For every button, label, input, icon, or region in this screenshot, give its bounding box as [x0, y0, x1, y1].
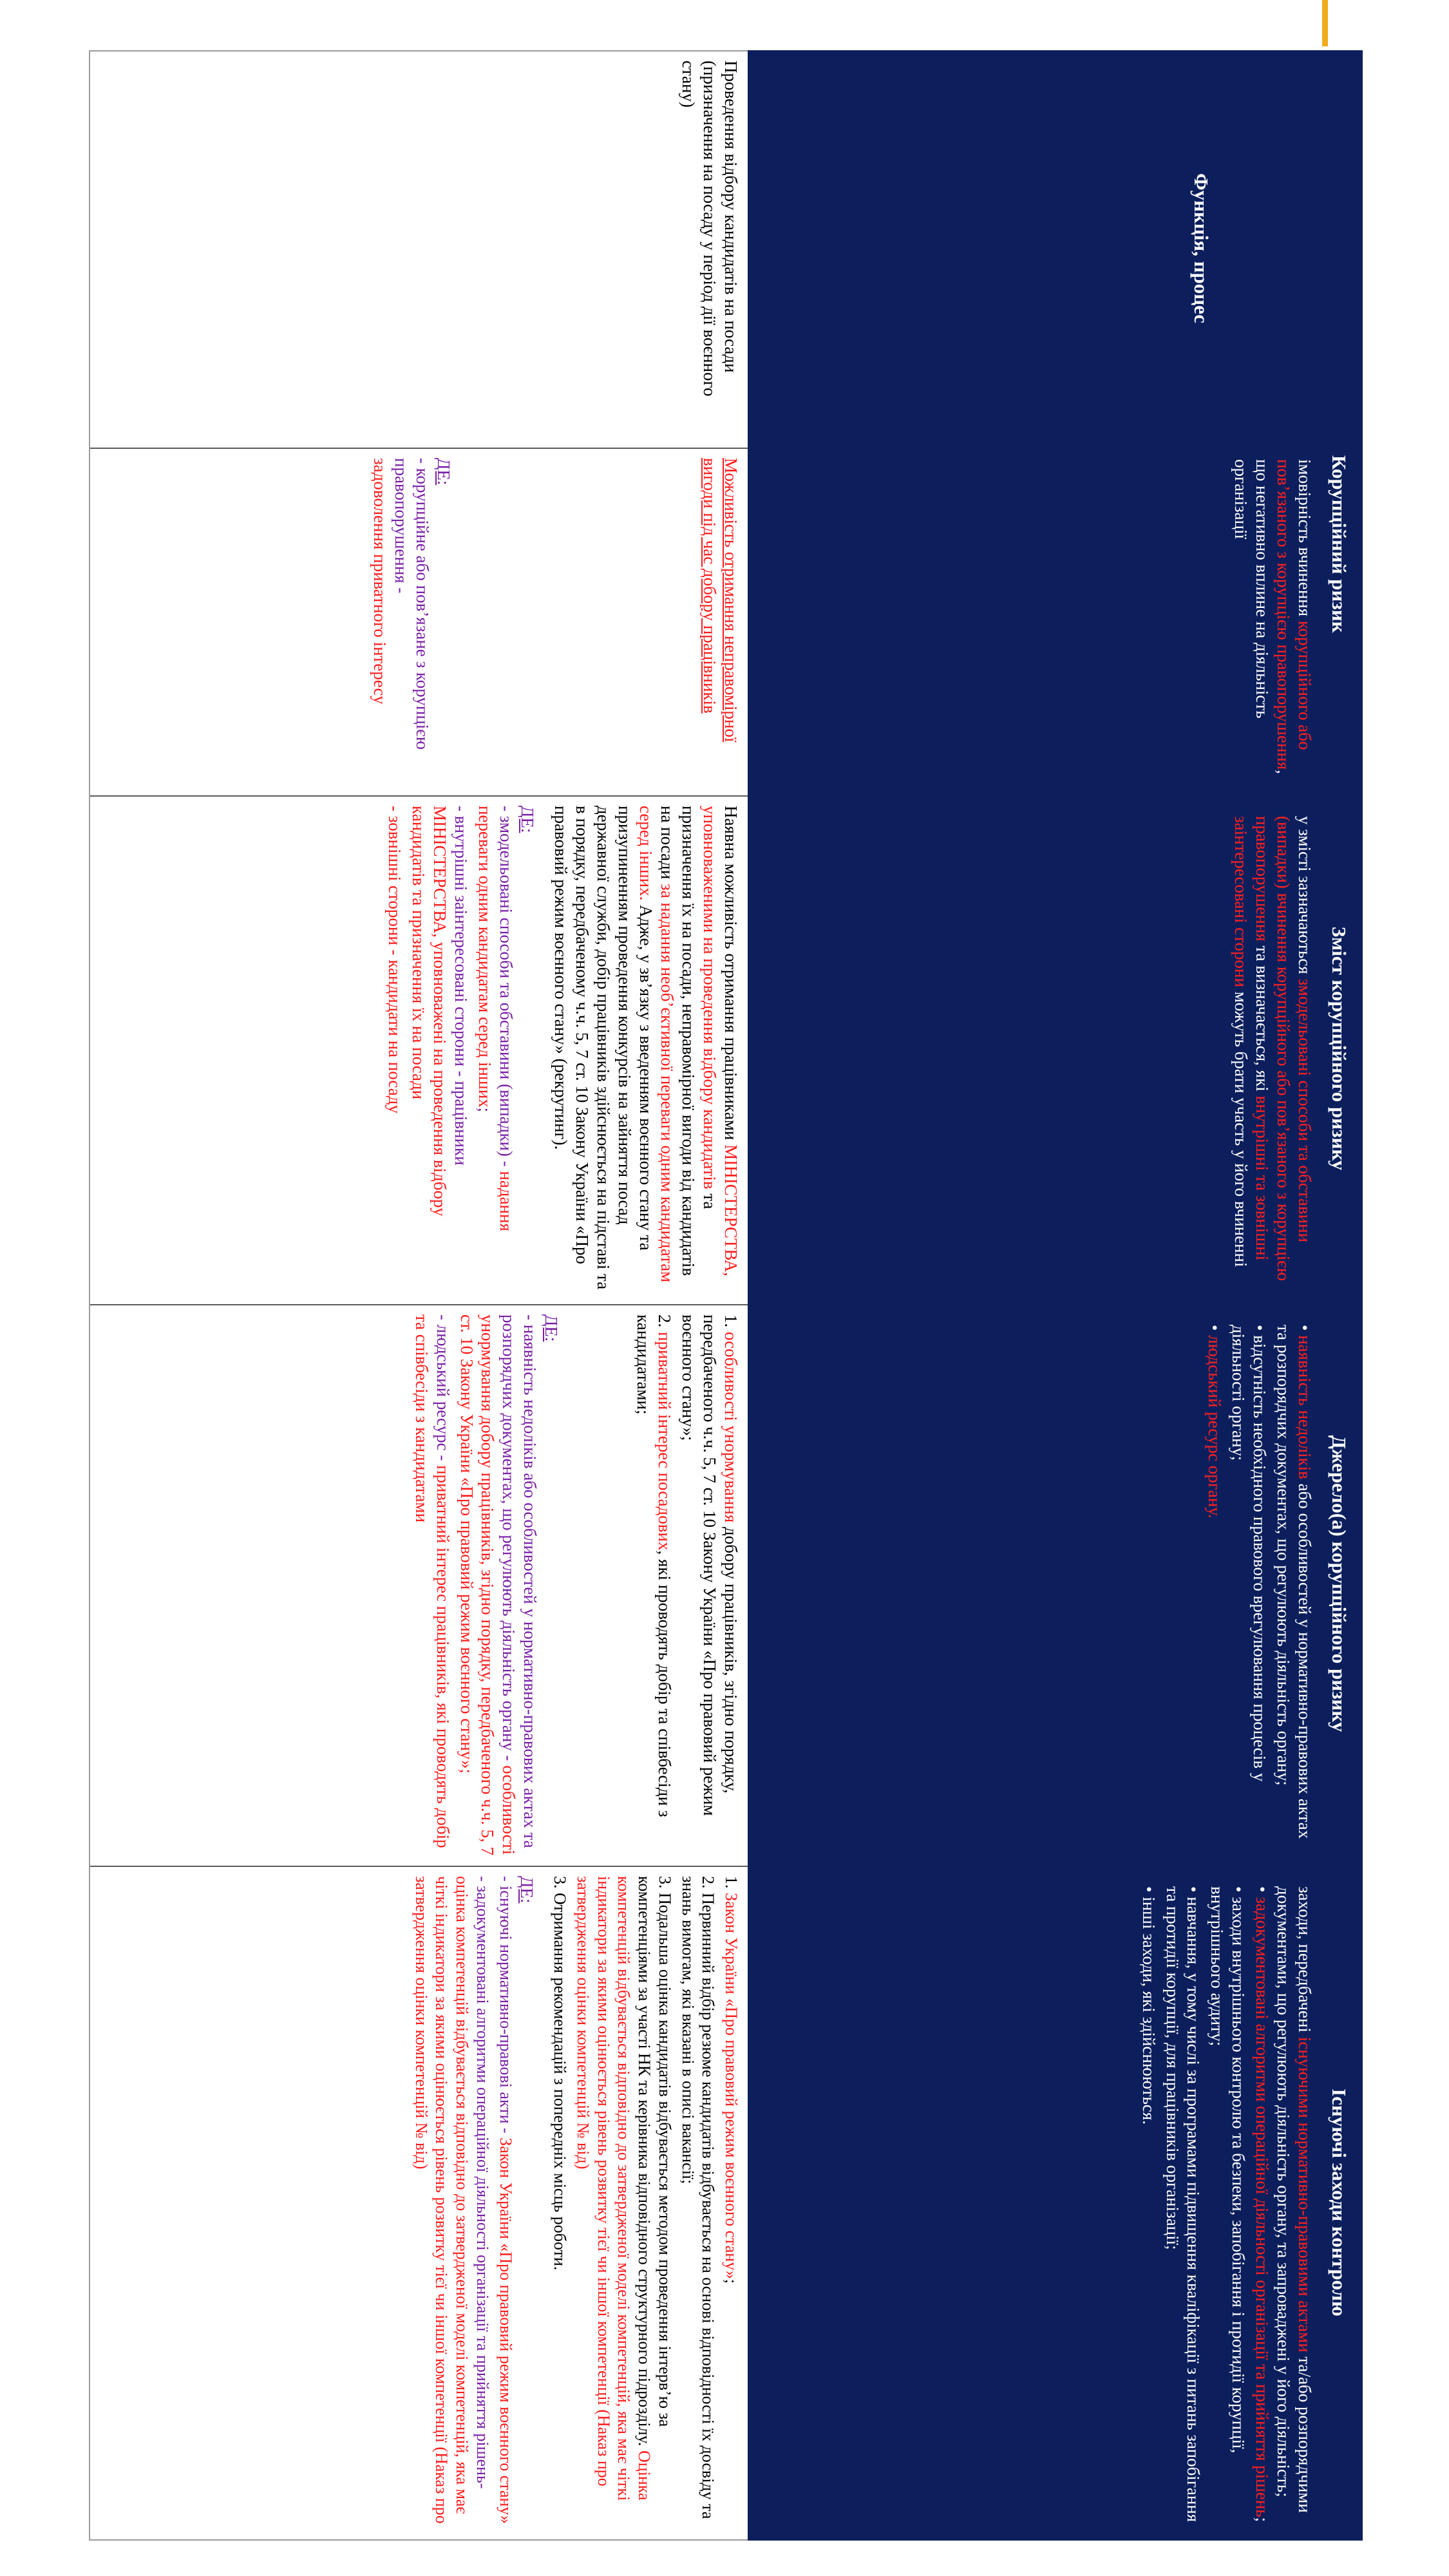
text-run: - внутрішні заінтересовані сторони - працівники	[451, 806, 471, 1166]
text-run: інші заходи, які здійснюються.	[1139, 1897, 1159, 2125]
content-de-lines	[384, 806, 516, 1295]
header-risk-title: Корупційний ризик	[1328, 455, 1350, 633]
content-text	[551, 806, 741, 1295]
source-de-lines	[411, 1314, 541, 1857]
function-text: Проведення відбору кандидатів на посади (призначення на посаду у період дії воєнного стану)	[679, 61, 741, 397]
text-run: , що негативно вплине на діяльність організації	[1231, 459, 1294, 775]
cell-function	[90, 52, 748, 448]
text-run: приватний інтерес працівників, які проводять добір та співбесіди з кандидатами	[412, 1314, 453, 1848]
cell-risk	[90, 448, 748, 795]
risk-text: Можливість отримання неправомірної вигоди під час добору працівників	[700, 458, 741, 743]
text-run: - існуючі нормативно-правові акти -	[496, 1876, 515, 2138]
list-item	[474, 806, 516, 1295]
content-de-label: ДЕ:	[517, 806, 537, 833]
text-run: внутрішні та зовнішні заінтересовані сторони	[1231, 816, 1273, 1261]
risk-de-label: ДЕ:	[434, 458, 454, 486]
text-run: корупційного або пов’язаного з корупцією правопорушення	[1274, 459, 1315, 770]
list-item	[1273, 1325, 1315, 1855]
risk-de-line-1: - корупційне або пов’язане з корупцією правопорушення -	[392, 458, 433, 750]
page-tab-marker	[1322, 0, 1328, 46]
corruption-risk-table	[89, 50, 1363, 2541]
risk-de-line-2: задоволення приватного інтересу	[370, 458, 390, 705]
list-item	[550, 1876, 571, 2533]
text-run: МІНІСТЕРСТВА, уповноважені на проведення відбору кандидатів та призначення їх на посади	[408, 806, 450, 1217]
list-item	[411, 1876, 493, 2533]
text-run: надання переваги одним кандидатам серед інших	[475, 806, 516, 1231]
text-run: Закон України «Про правовий режим воєнного стану»	[496, 2137, 515, 2524]
header-risk-desc	[1230, 459, 1315, 785]
text-run: Оцінка компетенцій відбувається відповідно до затвердженої моделі компетенцій, яка має чіткі індикатори за якими оцінюється рівень розвитку тієї чи іншої компетенції (Наказ про затвердження оцінки компетенцій № від)	[573, 1876, 654, 2501]
text-run: у змісті зазначаються	[1295, 816, 1315, 979]
list-item	[456, 1314, 541, 1857]
text-run: 2.	[655, 1314, 675, 1332]
header-cell-controls	[748, 1864, 1363, 2541]
text-run: приватний інтерес посадових	[655, 1332, 675, 1551]
risk-de-lines	[369, 458, 433, 786]
text-run: ;	[475, 1107, 495, 1113]
header-function-title: Функція, процес	[1190, 173, 1213, 323]
list-item	[495, 1876, 516, 2533]
text-run: 2. Первинний відбір резюме кандидатів відбувається на основі відповідності їх досвіду та знань вимогам, які вказані в описі вакансії;	[678, 1876, 718, 2519]
list-item	[1251, 1886, 1273, 2532]
list-item	[1227, 1325, 1270, 1855]
header-cell-risk	[748, 446, 1363, 794]
cell-source	[90, 1304, 748, 1866]
text-run: наявність недоліків	[1295, 1335, 1315, 1479]
text-run: 1.	[722, 1876, 741, 1893]
list-item	[1207, 1886, 1249, 2532]
list-item	[573, 1876, 675, 2533]
text-run: імовірність вчинення	[1295, 459, 1315, 621]
text-run: існуючими нормативно-правовими актами	[1295, 2036, 1315, 2353]
text-run: можуть брати участь у його вчиненні	[1231, 987, 1251, 1267]
header-controls-list	[1138, 1886, 1273, 2532]
text-run: людський ресурс органу.	[1205, 1335, 1225, 1519]
list-item	[1204, 1325, 1226, 1855]
text-run: Закон України «Про правовий режим воєнного стану»	[722, 1893, 741, 2279]
controls-items	[550, 1876, 741, 2533]
header-content-desc	[1230, 816, 1315, 1294]
list-item	[632, 1314, 675, 1857]
header-source-list	[1204, 1325, 1316, 1855]
table-header-row	[748, 50, 1363, 2541]
text-run: оцінка компетенцій відбувається відповідно до затвердженої моделі компетенцій, яка має чіткі індикатори за якими оцінюється рівень розвитку тієї чи іншої компетенції (Наказ про затвердження оцінки компетенцій № від)	[412, 1876, 472, 2524]
text-run: - задокументовані алгоритми операційної діяльності організації та прийняття рішень-	[473, 1876, 492, 2489]
list-item	[384, 806, 405, 1295]
list-item	[1162, 1886, 1204, 2532]
text-run: ;	[722, 2278, 741, 2284]
source-items	[632, 1314, 741, 1857]
text-run: та/або розпорядчими документами, що регулюють діяльність органу, та запроваджені у його діяльність;	[1274, 1886, 1315, 2513]
text-run: добору працівників, згідно порядку, передбаченого ч.ч. 5, 7 ст. 10 Закону України «Про правовий режим воєнного стану»;	[679, 1314, 741, 1816]
text-run: 3. Отримання рекомендацій з попередніх місць роботи.	[551, 1876, 570, 2271]
header-source-title: Джерело(а) корупційного ризику	[1328, 1435, 1350, 1732]
header-controls-intro	[1273, 1886, 1315, 2532]
text-run: 3. Подальша оцінка кандидатів відбувається методом проведення інтерв’ю за компетенціями за участі НК та керівника відповідного структурного підрозділу.	[635, 1876, 674, 2450]
controls-de-lines	[411, 1876, 516, 2533]
header-cell-source	[748, 1303, 1363, 1864]
text-run: заходи внутрішнього контролю та безпеки, запобігання і протидії корупції, внутрішнього аудиту;	[1208, 1886, 1249, 2454]
text-run: - змодельовані способи та обставини (випадки) -	[496, 806, 516, 1171]
list-item	[677, 1876, 718, 2533]
text-run: та визначається, які	[1253, 941, 1273, 1096]
list-item	[408, 806, 471, 1295]
text-run: навчання, у тому числі за програмами підвищення кваліфікації з питань запобігання та протидії корупції, для працівників організації;	[1162, 1886, 1204, 2523]
text-run: - наявність недоліків або особливостей у нормативно-правових актах та розпорядчих документах, що регулюють діяльність органу -	[499, 1314, 540, 1848]
text-run: задокументовані алгоритми операційної діяльності організації та прийняття рішень	[1253, 1897, 1273, 2517]
list-item	[677, 1314, 741, 1857]
text-run: або особливостей у нормативно-правових актах та розпорядчих документах, що регулюють діяльність органу;	[1274, 1325, 1315, 1839]
text-run: за надання необ’єктивної переваги одним кандидатам серед інших.	[636, 806, 677, 1283]
table-row	[89, 50, 748, 2541]
text-run: - зовнішні сторони - кандидати на посаду	[384, 806, 404, 1113]
header-cell-function	[748, 50, 1363, 446]
text-run: 1.	[721, 1314, 741, 1332]
source-de-label: ДЕ:	[542, 1314, 562, 1342]
text-run: ;	[1253, 2517, 1273, 2523]
text-run: Наявна можливість отримання працівниками	[721, 806, 741, 1145]
text-run: МІНІСТЕРСТВА, уповноваженими на проведення відбору кандидатів	[700, 806, 741, 1276]
cell-controls	[90, 1866, 748, 2542]
list-item	[411, 1314, 453, 1857]
text-run: особливості унормування добору працівників, згідно порядку, передбаченого ч.ч. 5, 7 ст. 10 Закону України «Про правовий режим воєнного стану»;	[457, 1314, 519, 1856]
text-run: змодельовані способи та обставини (випадки) вчинення корупційного або пов’язаного з корупцією правопорушення	[1253, 816, 1315, 1282]
text-run: Адже, у зв’язку з введенням воєнного стану та призупиненням проведення конкурсів на зайняття посад державної служби, добір працівників здійснюється на підставі та в порядку, передбаченому ч.ч. 5, 7 ст. 10 Закону України «Про правовий режим воєнного стану» (рекрутинг).	[551, 806, 656, 1290]
list-item	[721, 1876, 741, 2533]
header-content-title: Зміст корупційного ризику	[1328, 926, 1350, 1171]
text-run: відсутність необхідного правового врегулювання процесів у діяльності органу;	[1229, 1325, 1270, 1782]
list-item	[1138, 1886, 1159, 2532]
header-cell-content	[748, 794, 1363, 1303]
text-run: та призначення їх на посади, неправомірної вигоди від кандидатів на посади	[658, 806, 720, 1276]
text-run: , які проводять добір та співбесіди з кандидатами;	[634, 1314, 675, 1817]
text-run: особливості унормування	[721, 1332, 741, 1523]
controls-de-label: ДЕ:	[516, 1876, 536, 1904]
header-controls-title: Існуючі заходи контролю	[1328, 2088, 1350, 2316]
text-run: заходи, передбачені	[1295, 1886, 1315, 2037]
cell-content	[90, 795, 748, 1304]
text-run: - людський ресурс -	[433, 1314, 453, 1466]
